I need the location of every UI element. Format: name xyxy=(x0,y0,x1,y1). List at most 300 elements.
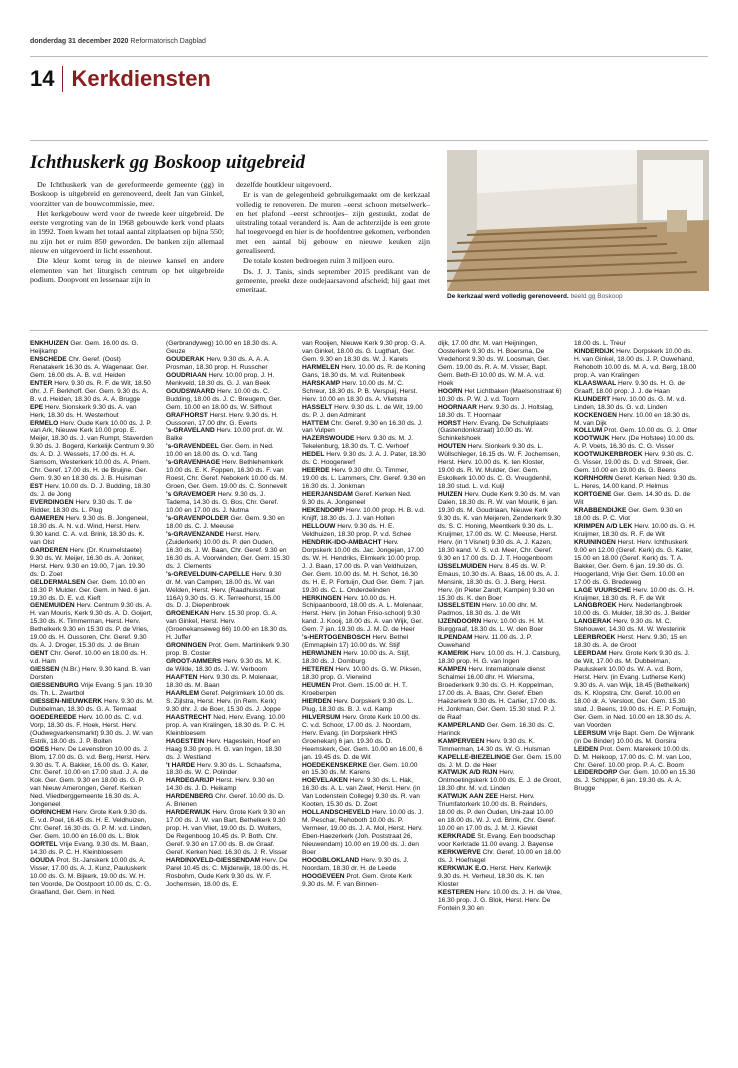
place-name: KOLLUM xyxy=(574,427,603,435)
service-listing xyxy=(302,857,426,873)
service-details: Chr. Geref. (Oost) Renatakerk 16.30 ds. A. Wagenaar. Ger. Gem. 16.00 ds. A. B. v.d. Heiden xyxy=(30,355,149,379)
service-listing xyxy=(166,372,290,388)
article-paragraph: De Ichthuskerk van de gereformeerde gemeente (gg) in Boskoop is uitgebreid en gerenoveerd, deelt Jan van Ginkel, voorzitter van de bouwcommissie, mee. xyxy=(30,180,224,208)
article-paragraph: dezelfde houtkleur uitgevoerd. xyxy=(236,180,332,189)
place-name: GROOT-AMMERS xyxy=(166,658,222,666)
service-listing xyxy=(166,674,290,690)
service-details: Herv. Grote Kerk 9.30 ds. E. v.d. Poel, 16.45 ds. H. E. Veldhuizen, Chr. Geref. 16.30 ds. G. P. M. v.d. Linden, Ger. Gem. 10.00 en 16.00 ds. L. Blok xyxy=(30,809,152,841)
place-name: KATWIJK A/D RIJN xyxy=(438,769,498,777)
service-details: Vrije Bapt. Gem. De Wijnrank (in De Binder) 10.00 ds. M. Gorsira xyxy=(574,729,694,745)
service-listing xyxy=(302,523,426,539)
place-name: 's-GRAVENZANDE xyxy=(166,530,224,538)
service-listing xyxy=(438,865,562,889)
service-details: Ger. Gem. 9.30 en 18.00 ds. P. C. Vlot xyxy=(574,507,683,522)
service-listing xyxy=(574,650,698,730)
service-listing xyxy=(438,769,562,793)
service-details: Herv. 9.30 ds. H. E. Veldhuizen, 18.30 prop. P. v.d. Schee xyxy=(302,522,411,538)
place-name: KATWIJK AAN ZEE xyxy=(438,793,499,801)
service-listing xyxy=(30,682,154,698)
service-listing xyxy=(438,666,562,722)
top-rule xyxy=(30,56,708,57)
service-listing xyxy=(438,650,562,666)
service-details: Herv. Grote Kerk 9.30 ds. J. de Wit, 17.00 ds. M. Dubbelman, Pauluskerk 10.00 ds. W. A. v.d. Born, Herst. Herv. (in Evang. Lutherse Kerk) 9.30 ds. A. van Wijk, 18.45 (Bethelkerk) ds. K. Klopstra, Chr. Geref. 10.00 en 18.00 dr. A. Versloot, Ger. Gem. 15.30 stud. J. Beens, 19.00 ds. H. E. P. Fortuijn, Ger. Gem. in Ned. 10.00 en 18.30 ds. A. van Voorden xyxy=(574,650,696,729)
place-name: KRABBENDIJKE xyxy=(574,507,627,515)
service-details: Herv. 9.30 ds. L. Hak, 16.30 ds. A. L. van Zwet, Herst. Herv. (in Van Lodenstein College) 9.30 ds. R. van Kooten, 15.30 ds. D. Zoet xyxy=(302,777,421,809)
service-details: (N.Br.) Herv. 9.30 kand. B. van Dorsten xyxy=(30,666,151,682)
service-details: St. Evang. Een boodschap voor Kerkrade 11.00 evang. J. Bayense xyxy=(438,833,556,849)
place-name: LEERBROEK xyxy=(574,634,616,642)
place-name: KORTGENE xyxy=(574,491,612,499)
service-listing xyxy=(574,348,698,380)
service-details: Herv. 9.30 ds. A. A. A. Prosman, 18.30 prop. H. Russcher xyxy=(166,355,270,371)
service-listing xyxy=(574,618,698,634)
service-details: Herv. 9.30 ds. B. Jongeneel, 18.30 ds. A. N. v.d. Wind, Herst. Herv. 9.30 kand. C. A. v.d. Brink, 18.30 ds. K. van Olst xyxy=(30,514,149,546)
section-title: Kerkdiensten xyxy=(71,66,211,91)
service-listing xyxy=(166,427,290,443)
service-details: Herv. 9.30 ds. R. F. de Wit, 18.50 dhr. J. F. Berkhoff. Ger. Gem. 9.30 ds. A. B. v.d. Heiden, 18.30 ds. A. A. Brugge xyxy=(30,379,151,403)
service-details: Herv. 10.00 ds. M. C. Schreur, 18.30 ds. P. B. Verspuij, Herst. Herv. 10.00 en 18.30 ds. A. Vlietstra xyxy=(302,379,418,403)
photo-caption xyxy=(447,293,709,300)
place-name: HENDRIK-IDO-AMBACHT xyxy=(302,538,382,546)
place-name: GOUDERAK xyxy=(166,355,205,363)
service-details: Vrije Evang. 5 jan. 19.30 ds. Th. L. Zwartbol xyxy=(30,681,153,697)
service-listing xyxy=(166,531,290,571)
service-details: Herv. 10.00 prop. H. B. v.d. Knijff, 18.30 ds. J. J. van Holten xyxy=(302,507,425,522)
service-details: Prot. Gem. Martinikerk 9.30 prop. B. Coster xyxy=(166,642,290,658)
service-listing xyxy=(302,777,426,809)
place-name: KLAASWAAL xyxy=(574,379,617,387)
service-listing xyxy=(574,435,698,451)
service-details: Ger. Gem. 16.30 ds. C. Harinck xyxy=(438,721,555,737)
service-details: Chr. Geref. 9.30 en 16.30 ds. J. van Vulpen xyxy=(302,419,423,435)
place-name: HAGESTEIN xyxy=(166,737,205,745)
service-details: Herv. 9.30 ds. H. G. de Graaff, 18.00 prop. J. J. de Haan xyxy=(574,379,685,395)
place-name: HIERDEN xyxy=(302,697,332,705)
service-listing xyxy=(574,380,698,396)
place-name: 's-GREVELDUIN-CAPELLE xyxy=(166,570,250,578)
place-name: KERKRADE xyxy=(438,833,476,841)
service-listing xyxy=(166,459,290,491)
place-name: GARDEREN xyxy=(30,546,68,554)
service-listing xyxy=(166,690,290,714)
place-name: HOEDEKENSKERKE xyxy=(302,761,367,769)
service-details: Herv. 15.30 prop. G. A. van Ginkel, Herst. Herv. (Groenekanseweg 66) 10.00 en 18.30 ds. H. Juffer xyxy=(166,610,288,642)
service-listing xyxy=(302,364,426,380)
service-listing xyxy=(438,340,562,388)
service-details: Herst. Herv. Triumfatorkerk 10.00 ds. B. Reinders, 18.00 ds. P. den Ouden, Uni-zaal 10.00 en 18.00 ds. W. J. v.d. Brink, Chr. Geref. 10.00 en 17.00 ds. J. M. J. Kieviet xyxy=(438,793,556,833)
place-name: GORTEL xyxy=(30,841,58,849)
service-listing xyxy=(30,356,154,380)
service-details: Herv. 9.30 ds. C. G. Visser, 19.00 ds. D. v.d. Streek, Ger. Gem. 10.00 en 19.00 ds. G. Beens xyxy=(574,451,694,475)
service-details: Herv. 9.30 ds. L. Schaafsma, 18.30 ds. W. C. Polinder xyxy=(166,761,282,777)
place-name: LEIDEN xyxy=(574,745,599,753)
header-separator xyxy=(62,66,63,92)
place-name: HAZERSWOUDE xyxy=(302,435,355,443)
place-name: 's-GRAVENPOLDER xyxy=(166,514,229,522)
service-details: Herv. 9.30 dr. M. van Campen, 18.00 ds. W. van Welden, Herst. Herv. (Raadhuisstraat 116A) 9.30 ds. G. K. Terreehorst, 15.00 ds. D. J. Diepenbroek xyxy=(166,570,282,610)
place-name: HEERDE xyxy=(302,467,330,475)
service-details: 18.00 ds. L. Treur xyxy=(574,340,626,347)
service-listing xyxy=(166,443,290,459)
place-name: HOEVELAKEN xyxy=(302,777,348,785)
service-listing xyxy=(574,730,698,746)
service-details: Herv. Bethel (Emmaplein 17) 10.00 ds. W. Stijf xyxy=(302,634,409,650)
service-listing xyxy=(302,435,426,451)
service-listing xyxy=(302,404,426,420)
service-details: Herv. 9.30 ds. J. Holtslag, 18.30 ds. T. Hoornaar xyxy=(438,403,554,419)
service-listing xyxy=(302,698,426,714)
service-listing xyxy=(166,491,290,515)
service-details: Herv. 10.00 dhr. M. Padmos, 18.30 ds. J. de Wit xyxy=(438,602,538,618)
place-name: GENT xyxy=(30,650,49,658)
place-name: IJZENDOORN xyxy=(438,618,482,626)
service-listing xyxy=(438,388,562,404)
service-details: Herv. Ontmoetingskerk 10.00 ds. E. J. de Groot, 18.30 dhr. M. v.d. Linden xyxy=(438,769,562,793)
service-details: Herv. Oude Kerk 9.30 ds. M. van Dalen, 18.30 ds. R. W. van Mourik, 6 jan. 19.30 ds. M. Goudriaan, Nieuwe Kerk 9.30 ds. K. van Meijeren, Zenderkerk 9.30 ds. S. C. Honing, Meentkerk 9.30 ds. L. Kruijmer, 17.00 ds. W. C. Meeuse, Herst. Herv. (in 't Visnet) 9.30 ds. A. J. Kazen, 18.30 kand. V. S. v.d. Meer, Chr. Geref. 9.30 en 17.00 ds. D. J. T. Hoogenboom xyxy=(438,491,561,562)
service-listing xyxy=(438,793,562,833)
service-details: Ger. Gem. 14.30 ds. D. de Wit xyxy=(574,491,691,507)
service-details: Herv. 9.30 ds. P. Molenaar, 18.30 ds. M. Baan xyxy=(166,674,278,689)
service-details: Geref. Pelgrimkerk 10.00 ds. S. Zijlstra, Herst. Herv. (in Rem. Kerk) 9.30 dhr. J. de Boer, 15.30 ds. J. Joppe xyxy=(166,689,285,713)
listings-rule xyxy=(30,330,708,331)
service-listing xyxy=(166,642,290,658)
header-rule xyxy=(30,140,708,141)
service-details: Herv. 9.30 ds. L. de Wit, 19.00 ds. P. J. den Admirant xyxy=(302,403,423,419)
place-name: GORINCHEM xyxy=(30,809,72,817)
place-name: IJSSELSTEIN xyxy=(438,602,481,610)
place-name: HOOGEVEEN xyxy=(302,872,345,880)
service-details: Herv. (Dr. Kruimelstaete) 9.30 ds. W. Meijer, 16.30 ds. A. Jonker, Herst. Herv. 9.30 en 19.00, 7 jan. 19.30 ds. D. Zoet xyxy=(30,546,145,578)
service-details: Herst. Herv. 9.30 ds. H. Oussoren, 17.00 dhr. G. Everts xyxy=(166,411,279,427)
service-details: Herv. Dorpskerk 10.00 ds. H. van Ginkel, 18.00 ds. J. P. Ouwehand, Rehoboth 10.00 ds. M. A. v.d. Berg, 18.00 prop. A. van Kralingen xyxy=(574,347,697,379)
service-listing xyxy=(574,340,698,348)
service-listing xyxy=(438,738,562,754)
caption-text: De kerkzaal werd volledig gerenoveerd. xyxy=(447,293,569,300)
article-paragraph: Die kleur komt terug in de nieuwe kansel en andere elementen van het liturgisch centrum op het uitgebreide podium. Doopvont en lessenaar zijn in xyxy=(30,256,224,284)
service-details: Ger. Gem. 9.30 en 18.00 ds. C. J. Meeuse xyxy=(166,514,285,530)
service-details: Herv. 9.30 ds. T. de Ridder, 18.30 ds. L. Plug xyxy=(30,499,133,515)
service-details: Herst. Herv. Kerkwijk 9.30 ds. H. Verheul, 18.30 ds. K. ten Kloster xyxy=(438,864,552,888)
service-listing xyxy=(302,467,426,491)
masthead xyxy=(30,38,206,45)
service-listing xyxy=(302,873,426,889)
service-listing xyxy=(574,539,698,587)
service-listing xyxy=(30,666,154,682)
service-details: Herv. 10.00 ds. H. J. Catsburg, 18.30 prop. H. G. van Ingen xyxy=(438,650,561,666)
place-name: LEIDERDORP xyxy=(574,769,618,777)
service-details: van Rooijen, Nieuwe Kerk 9.30 prop. G. A. van Ginkel, 18.00 ds. G. Lugthart, Ger. Gem. 9.30 en 18.30 ds. W. J. Karels xyxy=(302,340,426,363)
article-column-2 xyxy=(236,180,430,296)
place-name: HEERJANSDAM xyxy=(302,491,353,499)
place-name: 's-HERTOGENBOSCH xyxy=(302,634,371,642)
page-number: 14 xyxy=(30,66,55,91)
place-name: EST xyxy=(30,483,43,491)
place-name: 't HARDE xyxy=(166,761,196,769)
place-name: KERKWERVE xyxy=(438,849,481,856)
service-listing xyxy=(166,793,290,809)
service-listing xyxy=(30,547,154,579)
service-listing xyxy=(30,809,154,841)
article-paragraph: Er is van de gelegenheid gebruikgemaakt om de kerkzaal volledig te renoveren. De muren –eerst schoon metselwerk– en het plafond –eerst schrootjes– zijn gestuukt, zodat de uitstraling totaal veranderd is. Aan de achterzijde is een grote hal toegevoegd en hier is de hoofdentree gekomen, verbonden met een aantal bij gebouw en nieuwe keuken zijn gerealiseerd. xyxy=(236,190,430,256)
place-name: GENEMUIDEN xyxy=(30,602,75,610)
place-name: HETEREN xyxy=(302,666,334,674)
place-name: KERKWIJK E.O. xyxy=(438,864,489,872)
service-details: Chr. Geref. 10.00 ds. D. A. Brienen xyxy=(166,793,285,809)
service-listing xyxy=(574,475,698,491)
service-listing xyxy=(302,650,426,666)
place-name: HAAFTEN xyxy=(166,674,198,682)
place-name: HERWIJNEN xyxy=(302,650,342,658)
place-name: KOCKENGEN xyxy=(574,411,617,419)
place-name: HARDENBERG xyxy=(166,793,214,801)
service-listing xyxy=(438,491,562,563)
service-details: Herv. Dorpskerk 10.00 ds. Jac. Jongejan, 17.00 ds. W. H. Hendriks, Elimkerk 10.00 prop. J. J. Baan, 17.00 ds. P. van Veldhuizen, Ger. Gem. 10.00 ds. M. H. Schot, 16.30 ds. H. E. P. Fortuijn, Oud Ger. Gem. 7 jan. 19.30 ds. C. L. Onderdelinden xyxy=(302,538,425,594)
service-listing xyxy=(302,491,426,507)
service-listing xyxy=(574,427,698,435)
service-details: Herv. 9.30 ds. K. Timmerman, 14.30 ds. W. G. Hulsman xyxy=(438,737,550,753)
place-name: IJSSELMUIDEN xyxy=(438,562,487,570)
church-service-listings xyxy=(30,340,710,1060)
service-listing xyxy=(166,571,290,611)
place-name: KLUNDERT xyxy=(574,395,611,403)
service-listing xyxy=(302,340,426,364)
service-listing xyxy=(438,849,562,865)
place-name: HUIZEN xyxy=(438,491,463,499)
place-name: HEUMEN xyxy=(302,681,331,689)
service-listing xyxy=(574,507,698,523)
service-listing xyxy=(302,714,426,762)
service-details: Geref. Kerken Ned. 9.30 ds. L. Heres, 14.00 kand. P. Helmus xyxy=(574,475,697,491)
service-listing xyxy=(438,722,562,738)
service-details: Herst. Herv. 9.30 en 14.30 ds. J. D. Heikamp xyxy=(166,777,275,793)
place-name: LANGBROEK xyxy=(574,602,617,610)
place-name: ENSCHEDE xyxy=(30,355,67,363)
service-listing xyxy=(438,833,562,849)
service-details: Prot. Gem. Marekerk 10.00 ds. D. M. Heikoop, 17.00 ds. C. M. van Loo, Chr. Geref. 10.00 prop. P. A. C. Boom xyxy=(574,745,692,769)
service-listing xyxy=(166,412,290,428)
service-details: Prot. St.-Janskerk 10.00 ds. A. Visser, 17.00 ds. A. J. Kunz, Pauluskerk 10.00 ds. G. M. Bijkerk, 19.00 ds. W. H. ten Voorde, De Oostpoort 10.00 ds. C. G. Graafland, Ger. Gem. in Ned. xyxy=(30,856,151,896)
service-details: Herv. 10.00 ds. J. H. de Vree, 16.30 prop. J. G. Blok, Herst. Herv. De Fontein 9.30 en xyxy=(438,888,562,912)
service-details: Vrije Evang. 9.30 ds. M. Baan, 14.30 ds. P. C. H. Kleinbloesem xyxy=(30,841,149,856)
service-details: Ger. Gem. 10.00 en 18.30 P. Mulder. Ger. Gem. in Ned. 6 jan. 19.30 ds. D. E. v.d. Kieft xyxy=(30,578,151,602)
place-name: GOUDRIAAN xyxy=(166,371,207,379)
service-details: Herv. 10.00 ds. J. M. Peschar, Rehoboth 10.00 ds. P. Vermeer, 19.00 ds. J. A. Mol, Herst. Herv. Eben-Haezerkerk (Joh. Poststraat 26, Nieuwendam) 10.00 en 19.00 ds. J. den Boer xyxy=(302,809,424,856)
service-listing xyxy=(438,563,562,603)
place-name: HAASTRECHT xyxy=(166,713,212,721)
service-details: Prot. Gem. Grote Kerk 9.30 ds. M. F. van Binnen- xyxy=(302,872,412,888)
service-listing xyxy=(166,356,290,372)
service-listing xyxy=(574,451,698,475)
service-listing xyxy=(30,380,154,404)
service-details: Herst. Herv. (Zuiderkerk) 10.00 ds. P. den Ouden, 16.30 ds. J. W. Baan, Chr. Geref. 9.30 en 16.30 ds. A. Voorwinden, Ger. Gem. 15.30 ds. J. Clements xyxy=(166,530,290,570)
service-listing xyxy=(30,483,154,499)
article-headline: Ichthuskerk gg Boskoop uitgebreid xyxy=(30,152,306,173)
place-name: GRONINGEN xyxy=(166,642,207,650)
service-details: Herv. Grote Kerk 9.30 en 17.00 ds. J. W. van Bart, Bethelkerk 9.30 prop. H. van Vliet, 19.00 ds. D. Wolters, De Regenboog 10.45 ds. P. Both. Chr. Geref. 9.30 en 17.00 ds. B. de Graaf. Geref. Kerken Ned. 16.30 ds. J. R. Visser xyxy=(166,809,288,856)
place-name: GAMEREN xyxy=(30,514,64,522)
service-details: Herv. Sionskerk 9.30 ds. A. van Herk, 18.30 ds. H. Westerhout xyxy=(30,403,137,419)
masthead-paper: Reformatorisch Dagblad xyxy=(130,38,206,45)
place-name: KAMERIK xyxy=(438,650,469,658)
service-details: Herv. Internationale dienst Schalmei 16.00 dhr. H. Wiersma, Broederkerk 9.30 ds. G. H. Koppelman, 17.00 ds. A. Baas, Chr. Geref. Eben Haëzerkerk 9.30 ds. H. Carlier, 17.00 ds. H. Jonkman, Ger. Gem. 15.30 stud. P. J. de Raaf xyxy=(438,666,558,721)
service-listing xyxy=(438,443,562,491)
service-listing xyxy=(30,714,154,746)
service-details: Herv. 10.00 ds. C. v.d. Vorp, 18.30 ds. F. Hoek, Herst. Herv. (Oudwegvarkensmarkt) 9.30 ds. J. W. van Estrik, 18.00 ds. J. P. Boiten xyxy=(30,713,153,745)
service-listing xyxy=(302,762,426,778)
place-name: GROENEKAN xyxy=(166,610,209,618)
service-details: Prot. Gem. 15.00 dr. H. T. Kroeberpen xyxy=(302,681,408,697)
place-name: LEERSUM xyxy=(574,729,607,737)
service-listing xyxy=(574,412,698,428)
place-name: HOLLANDSCHEVELD xyxy=(302,809,371,817)
photo-credit: beeld gg Boskoop xyxy=(570,293,623,300)
service-details: Herv. 10.00 ds. H. M. Burggraaf, 18.30 ds. L. W. den Boer xyxy=(438,618,545,634)
service-details: (Gerbrandyweg) 10.00 en 18.30 ds. A. Geuze xyxy=(166,340,278,355)
place-name: LEERDAM xyxy=(574,650,607,658)
service-listing xyxy=(438,634,562,650)
service-details: Herv. Evang. De Schuilplaats (Gastendonkstraat) 10.00 ds. W. Schinkelshoek xyxy=(438,419,549,443)
place-name: ENTER xyxy=(30,379,53,387)
place-name: GRAFHORST xyxy=(166,411,208,419)
service-details: dijk, 17.00 dhr. M. van Heijningen, Oosterkerk 9.30 ds. H. Boersma, De Vredehorst 9.30 ds. W. Loosman, Ger. Gem. 19.00 ds. R. A. M. Visser, Bapt. Gem. Beth-El 10.00 ds. W. M. A. v.d. Hoek xyxy=(438,340,550,387)
listing-column xyxy=(438,340,562,1060)
place-name: 's-GRAVENDEEL xyxy=(166,443,219,451)
service-details: Prot. Gem. 10.00 ds. G. J. Otter xyxy=(604,427,698,435)
place-name: 's GRAVEMOER xyxy=(166,491,216,499)
service-details: Herv. 9.30 dhr. G. Timmer, 19.00 ds. L. Lammers, Chr. Geref. 9.30 en 16.30 ds. J. Jonkman xyxy=(302,467,426,491)
service-details: Herv. Sionkerk 9.30 ds. L. Wüllschleger, 16.15 ds. W. F. Jochemsen, Herst. Herv. 10.00 ds. K. ten Kloster, 19.00 ds. R. W. Mulder, Ger. Gem. Eskolkerk 10.00 ds. C. G. Vreugdenhil, 18.30 stud. L. v.d. Kuijl xyxy=(438,443,561,491)
service-details: Herv. 10.00 ds. D. J. Budding, 18.30 ds. J. de Jong xyxy=(30,483,151,499)
place-name: LANGERAK xyxy=(574,618,612,626)
place-name: ENKHUIZEN xyxy=(30,340,69,347)
place-name: HATTEM xyxy=(302,419,329,427)
place-name: GIESSEN-NIEUWKERK xyxy=(30,697,103,705)
place-name: HEDEL xyxy=(302,451,325,459)
service-details: Herv. Nederlangbroek 10.00 ds. G. Mulder, 18.30 ds. J. Belder xyxy=(574,602,691,618)
service-listing xyxy=(302,451,426,467)
place-name: GOEDEREEDE xyxy=(30,713,77,721)
service-details: Herv. 10.00 ds. G. H. Kruijmer, 18.30 ds. R. F. de Wit xyxy=(574,522,696,538)
service-details: Herv. (De Hofstee) 10.00 ds. A. P. Voets, 16.30 ds. C. G. Visser xyxy=(574,435,695,451)
service-listing xyxy=(438,754,562,770)
service-listing xyxy=(166,809,290,857)
service-details: Ger. Gem. 10.00 en 15.30 ds. J. Schipper, 6 jan. 19.30 ds. A. A. Brugge xyxy=(574,769,696,793)
service-listing xyxy=(574,769,698,793)
service-details: Herv. Dorpskerk 9.30 ds. L. Plug, 18.30 ds. B. J. v.d. Kamp xyxy=(302,697,414,713)
service-listing xyxy=(574,491,698,507)
service-listing xyxy=(30,340,154,356)
service-listing xyxy=(574,587,698,603)
place-name: ERMELO xyxy=(30,419,59,427)
service-details: Ned. Herv. Evang. 10.00 prop. A. van Kralingen, 18.30 ds. P. C. H. Kleinbloesem xyxy=(166,713,286,737)
article-paragraph: De totale kosten bedroegen ruim 3 miljoen euro. xyxy=(243,256,395,266)
service-details: Herv. Oude Kerk 10.00 ds. J. P. van Ark, Nieuwe Kerk 10.00 prop. E. Meijer, 18.30 ds. J. van Rumpt, Staverden 9.30 ds. J. Bogerd, Kerkelijk Centrum 9.30 ds. A. D. J. Wessels, 17.00 ds. H. A. Samsom, Westerkerk 10.00 ds. A. Priem. Chr. Geref. 17.00 ds. H. de Bruijne. Ger. Gem. 9.30 en 18.30 ds. J. B. Huisman xyxy=(30,419,154,483)
service-listing xyxy=(302,420,426,436)
church-interior-illustration xyxy=(447,150,709,291)
service-details: Herv. 10.00 ds. G. M. v.d. Linden, 18.30 ds. G. v.d. Linden xyxy=(574,395,687,411)
service-listing xyxy=(302,634,426,650)
service-listing xyxy=(574,602,698,618)
place-name: HORST xyxy=(438,419,462,427)
place-name: HEKENDORP xyxy=(302,507,345,515)
service-details: Herv. De Parel 10.45 ds. C. Mijderwijk, 18.00 ds. H. Rosbohm, Oude Kerk 9.30 ds. W. F. Jochemsen, 18.00 ds. E. xyxy=(166,856,289,888)
service-details: Herv. Centrum 9.30 ds. A. H. van Mouris, Kerk 9.30 ds. A. D. Goijert, 15.30 ds. K. Timmerman, Herst. Herv. Bethelkerk 9.30 en 15.30 ds. P. de Vries, 19.00 ds. H. Oussoren, Chr. Geref. 9.30 ds. A. J. Droger, 15.30 ds. J. de Bruin xyxy=(30,602,153,650)
page-header xyxy=(30,64,211,94)
service-listing xyxy=(438,420,562,444)
place-name: KRUININGEN xyxy=(574,538,616,546)
place-name: KAMPERLAND xyxy=(438,721,485,729)
service-listing xyxy=(302,595,426,635)
place-name: HARSKAMP xyxy=(302,379,341,387)
place-name: HOOGBLOKLAND xyxy=(302,856,360,864)
place-name: HERKINGEN xyxy=(302,594,342,602)
service-listing xyxy=(302,507,426,523)
service-listing xyxy=(166,762,290,778)
place-name: EPE xyxy=(30,403,44,411)
place-name: KRIMPEN A/D LEK xyxy=(574,522,633,530)
place-name: GOES xyxy=(30,745,50,753)
service-details: Herv. 11.00 ds. J. P. Ouwehand xyxy=(438,634,533,650)
service-listing xyxy=(574,746,698,770)
service-listing xyxy=(30,404,154,420)
service-listing xyxy=(438,618,562,634)
service-listing xyxy=(166,777,290,793)
listing-column xyxy=(166,340,290,1060)
service-details: Herv. 9.30 ds. M. K. de Wilde, 18.30 ds. J. W. Verboom xyxy=(166,658,281,674)
place-name: GOUDSWAARD xyxy=(166,387,216,395)
service-listing xyxy=(166,714,290,738)
article-paragraph: Het kerkgebouw werd voor de tweede keer uitgebreid. De eerste vergroting van de in 1968 gebouwde kerk vond plaats in 1992. Toen kwam het totaal aantal zitplaatsen op bijna 550; nu zijn het er ruim 850 geworden. De banken zijn allemaal nieuw en uitgevoerd in licht essenhout. xyxy=(30,208,224,256)
place-name: GIESSEN xyxy=(30,666,60,674)
place-name: HELLOUW xyxy=(302,522,336,530)
service-details: Ger. Gem. 15.00 ds. J. M. D. de Heer xyxy=(438,753,562,769)
place-name: KAMPEN xyxy=(438,666,467,674)
service-details: Ger. Gem. 16.00 ds. G. Heijkamp xyxy=(30,340,139,355)
service-listing xyxy=(30,602,154,650)
article-column-1 xyxy=(30,180,224,285)
place-name: KINDERDIJK xyxy=(574,347,615,355)
place-name: GOUDA xyxy=(30,856,55,864)
place-name: ILPENDAM xyxy=(438,634,473,642)
service-listing xyxy=(30,579,154,603)
masthead-date: donderdag 31 december 2020 xyxy=(30,38,129,45)
church-interior-photo xyxy=(447,150,709,291)
place-name: HARDERWIJK xyxy=(166,809,211,817)
place-name: HILVERSUM xyxy=(302,713,341,721)
service-listing xyxy=(30,841,154,857)
service-listing xyxy=(438,889,562,913)
place-name: HASSELT xyxy=(302,403,333,411)
place-name: 's-GRAVENHAGE xyxy=(166,459,221,467)
article-paragraph: Ds. J. J. Tanis, sinds september 2015 predikant van de gemeente, preekt deze oudejaarsavond afscheid; hij gaat met emeritaat. xyxy=(236,266,430,295)
place-name: HARDINXVELD-GIESSENDAM xyxy=(166,856,261,864)
service-listing xyxy=(30,499,154,515)
service-listing xyxy=(438,404,562,420)
place-name: HAARLEM xyxy=(166,689,199,697)
service-details: Ger. Gem. in Ned. 10.00 en 18.00 ds. O. v.d. Tang xyxy=(166,443,274,459)
service-listing xyxy=(574,523,698,539)
service-listing xyxy=(30,515,154,547)
service-listing xyxy=(302,666,426,682)
place-name: LAGE VUURSCHE xyxy=(574,586,632,594)
service-details: Herv. 10.00 ds. H. Schipaanboord, 18.00 ds. A. L. Molenaar, Herst. Herv. (in Johan Friso-school) 9.30 kand. J. Kooij, 18.00 ds. A. van Wijk, Ger. Gem. 7 jan. 19.30 ds. J. M. D. de Heer xyxy=(302,594,423,634)
place-name: HARDEGARIJP xyxy=(166,777,214,785)
service-listing xyxy=(302,539,426,595)
service-details: Herv. 10.00 ds. R. de Koning Gans, 18.30 ds. M. v.d. Ruitenbeek xyxy=(302,363,426,379)
listing-column xyxy=(30,340,154,1060)
service-listing xyxy=(166,658,290,674)
service-details: Herv. 9.30 ds. J. A. J. Pater, 18.30 ds. C. Hoogerwerf xyxy=(302,451,426,467)
